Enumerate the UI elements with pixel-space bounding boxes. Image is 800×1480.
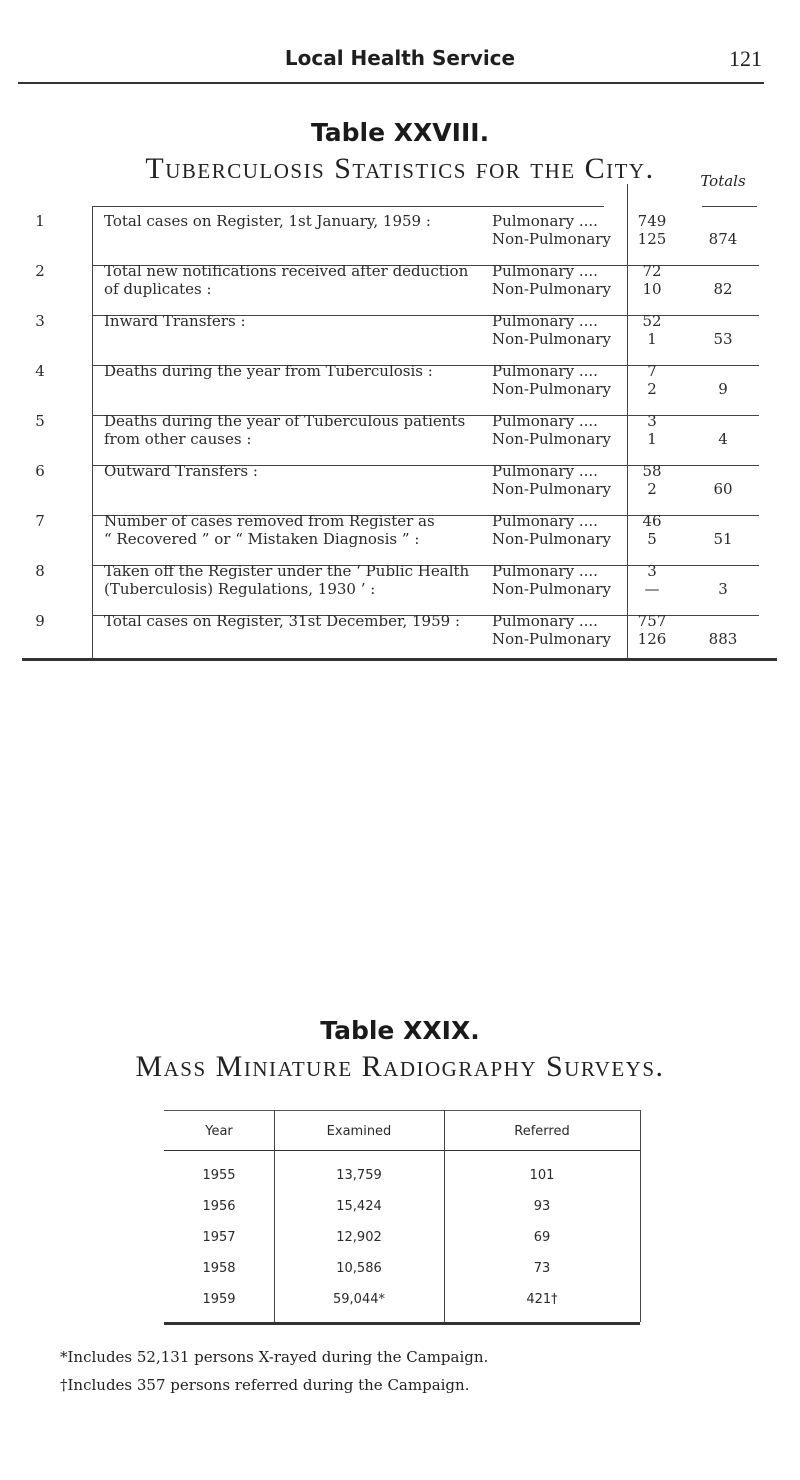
row-total: 60 (713, 480, 733, 498)
cell-year: 1959 (202, 1292, 236, 1307)
cell-year: 1955 (202, 1168, 236, 1183)
mmr-divider-2 (444, 1110, 445, 1322)
mmr-top-rule (164, 1110, 640, 1111)
row-description (104, 362, 484, 380)
category-non-pulmonary: Non-Pulmonary (492, 530, 611, 548)
row-categories (492, 362, 652, 398)
description-line: Inward Transfers : (104, 312, 246, 330)
row-number: 2 (35, 262, 45, 280)
value-pulmonary: 7 (647, 362, 657, 380)
description-line: Total cases on Register, 31st December, 1959 : (104, 612, 461, 630)
running-title: Local Health Service (284, 46, 516, 70)
category-non-pulmonary: Non-Pulmonary (492, 230, 611, 248)
footnote-referred: †Includes 357 persons referred during the Campaign. (60, 1376, 470, 1394)
cell-year: 1958 (202, 1261, 236, 1276)
value-non-pulmonary: 1 (647, 330, 657, 348)
value-pulmonary: 3 (647, 562, 657, 580)
row-number: 6 (35, 462, 45, 480)
header-rule (18, 82, 764, 84)
row-number: 5 (35, 412, 45, 430)
running-header (0, 40, 800, 80)
category-pulmonary: Pulmonary .... (492, 512, 598, 530)
cell-referred: 93 (533, 1199, 551, 1214)
row-categories (492, 562, 652, 598)
footnote-examined: *Includes 52,131 persons X-rayed during the Campaign. (60, 1348, 489, 1366)
description-line: Outward Transfers : (104, 462, 258, 480)
table-row (22, 462, 777, 516)
row-categories (492, 312, 652, 348)
row-number: 9 (35, 612, 45, 630)
row-description (104, 462, 484, 480)
description-line: of duplicates : (104, 280, 212, 298)
row-categories (492, 512, 652, 548)
value-pulmonary: 46 (642, 512, 662, 530)
row-description (104, 612, 484, 630)
table-29-title: Mass Miniature Radiography Surveys. (135, 1050, 665, 1083)
value-pulmonary: 52 (642, 312, 662, 330)
table-bottom-rule (22, 658, 777, 661)
table-row (22, 312, 777, 366)
col-header-referred: Referred (514, 1124, 570, 1139)
description-line: Taken off the Register under the ‘ Public Health (104, 562, 470, 580)
category-pulmonary: Pulmonary .... (492, 262, 598, 280)
col-header-examined: Examined (326, 1124, 392, 1139)
cell-examined: 10,586 (336, 1261, 382, 1276)
value-non-pulmonary: 5 (647, 530, 657, 548)
table-28-label: Table XXVIII. (310, 118, 490, 147)
row-total: 883 (708, 630, 738, 648)
table-top-rule (92, 206, 604, 207)
row-categories (492, 262, 652, 298)
cell-examined: 12,902 (336, 1230, 382, 1245)
category-pulmonary: Pulmonary .... (492, 362, 598, 380)
tuberculosis-table (22, 172, 777, 658)
description-line: Number of cases removed from Register as (104, 512, 435, 530)
row-description (104, 512, 484, 548)
cell-examined: 59,044* (333, 1292, 385, 1307)
value-non-pulmonary: 10 (642, 280, 662, 298)
page-number: 121 (729, 46, 762, 71)
cell-examined: 15,424 (336, 1199, 382, 1214)
value-pulmonary: 749 (637, 212, 667, 230)
row-description (104, 212, 484, 230)
table-28-title: Tuberculosis Statistics for the City. (145, 152, 655, 185)
mmr-divider-1 (274, 1110, 275, 1322)
category-non-pulmonary: Non-Pulmonary (492, 480, 611, 498)
value-non-pulmonary: 1 (647, 430, 657, 448)
row-description (104, 262, 484, 298)
category-non-pulmonary: Non-Pulmonary (492, 330, 611, 348)
row-description (104, 412, 484, 448)
category-non-pulmonary: Non-Pulmonary (492, 380, 611, 398)
table-row (22, 512, 777, 566)
row-number: 3 (35, 312, 45, 330)
row-values (634, 562, 670, 598)
table-row (22, 362, 777, 416)
row-total: 4 (718, 430, 728, 448)
category-pulmonary: Pulmonary .... (492, 212, 598, 230)
value-non-pulmonary: 2 (647, 480, 657, 498)
description-line: Total cases on Register, 1st January, 1959 : (104, 212, 431, 230)
cell-examined: 13,759 (336, 1168, 382, 1183)
row-total: 9 (718, 380, 728, 398)
value-non-pulmonary: 126 (637, 630, 667, 648)
cell-referred: 69 (533, 1230, 551, 1245)
table-top-rule-totals (702, 206, 757, 207)
value-pulmonary: 757 (637, 612, 667, 630)
row-description (104, 562, 484, 598)
table-29-label: Table XXIX. (320, 1016, 480, 1045)
row-total: 874 (708, 230, 738, 248)
cell-year: 1956 (202, 1199, 236, 1214)
value-non-pulmonary: 125 (637, 230, 667, 248)
cell-referred: 101 (529, 1168, 555, 1183)
row-values (634, 212, 670, 248)
mmr-bottom-rule (164, 1322, 640, 1325)
category-pulmonary: Pulmonary .... (492, 562, 598, 580)
row-values (634, 312, 670, 348)
mmr-divider-3 (640, 1110, 641, 1322)
table-row (22, 262, 777, 316)
category-pulmonary: Pulmonary .... (492, 612, 598, 630)
value-non-pulmonary: 2 (647, 380, 657, 398)
mmr-header-rule (164, 1150, 640, 1151)
row-categories (492, 212, 652, 248)
table-row (22, 562, 777, 616)
value-pulmonary: 3 (647, 412, 657, 430)
radiography-table (164, 1110, 640, 1322)
cell-year: 1957 (202, 1230, 236, 1245)
description-line: “ Recovered ” or “ Mistaken Diagnosis ” : (104, 530, 420, 548)
row-categories (492, 462, 652, 498)
description-line: Deaths during the year of Tuberculous patients (104, 412, 466, 430)
row-number: 8 (35, 562, 45, 580)
category-pulmonary: Pulmonary .... (492, 312, 598, 330)
row-description (104, 312, 484, 330)
cell-referred: 421† (526, 1292, 558, 1307)
description-line: Total new notifications received after deduction (104, 262, 469, 280)
category-pulmonary: Pulmonary .... (492, 462, 598, 480)
row-total: 3 (718, 580, 728, 598)
col-header-year: Year (205, 1124, 233, 1139)
row-values (634, 462, 670, 498)
cell-referred: 73 (533, 1261, 551, 1276)
table-row (22, 212, 777, 266)
value-non-pulmonary: — (644, 580, 660, 598)
row-values (634, 262, 670, 298)
row-values (634, 362, 670, 398)
value-pulmonary: 72 (642, 262, 662, 280)
row-number: 7 (35, 512, 45, 530)
description-line: (Tuberculosis) Regulations, 1930 ’ : (104, 580, 376, 598)
description-line: from other causes : (104, 430, 252, 448)
row-categories (492, 612, 652, 648)
category-pulmonary: Pulmonary .... (492, 412, 598, 430)
table-row (22, 412, 777, 466)
row-categories (492, 412, 652, 448)
category-non-pulmonary: Non-Pulmonary (492, 630, 611, 648)
row-number: 4 (35, 362, 45, 380)
category-non-pulmonary: Non-Pulmonary (492, 430, 611, 448)
row-total: 82 (713, 280, 733, 298)
row-total: 53 (713, 330, 733, 348)
value-pulmonary: 58 (642, 462, 662, 480)
row-values (634, 512, 670, 548)
row-values (634, 612, 670, 648)
row-total: 51 (713, 530, 733, 548)
totals-heading: Totals (700, 172, 746, 190)
row-values (634, 412, 670, 448)
description-line: Deaths during the year from Tuberculosis : (104, 362, 433, 380)
row-number: 1 (35, 212, 45, 230)
category-non-pulmonary: Non-Pulmonary (492, 580, 611, 598)
category-non-pulmonary: Non-Pulmonary (492, 280, 611, 298)
